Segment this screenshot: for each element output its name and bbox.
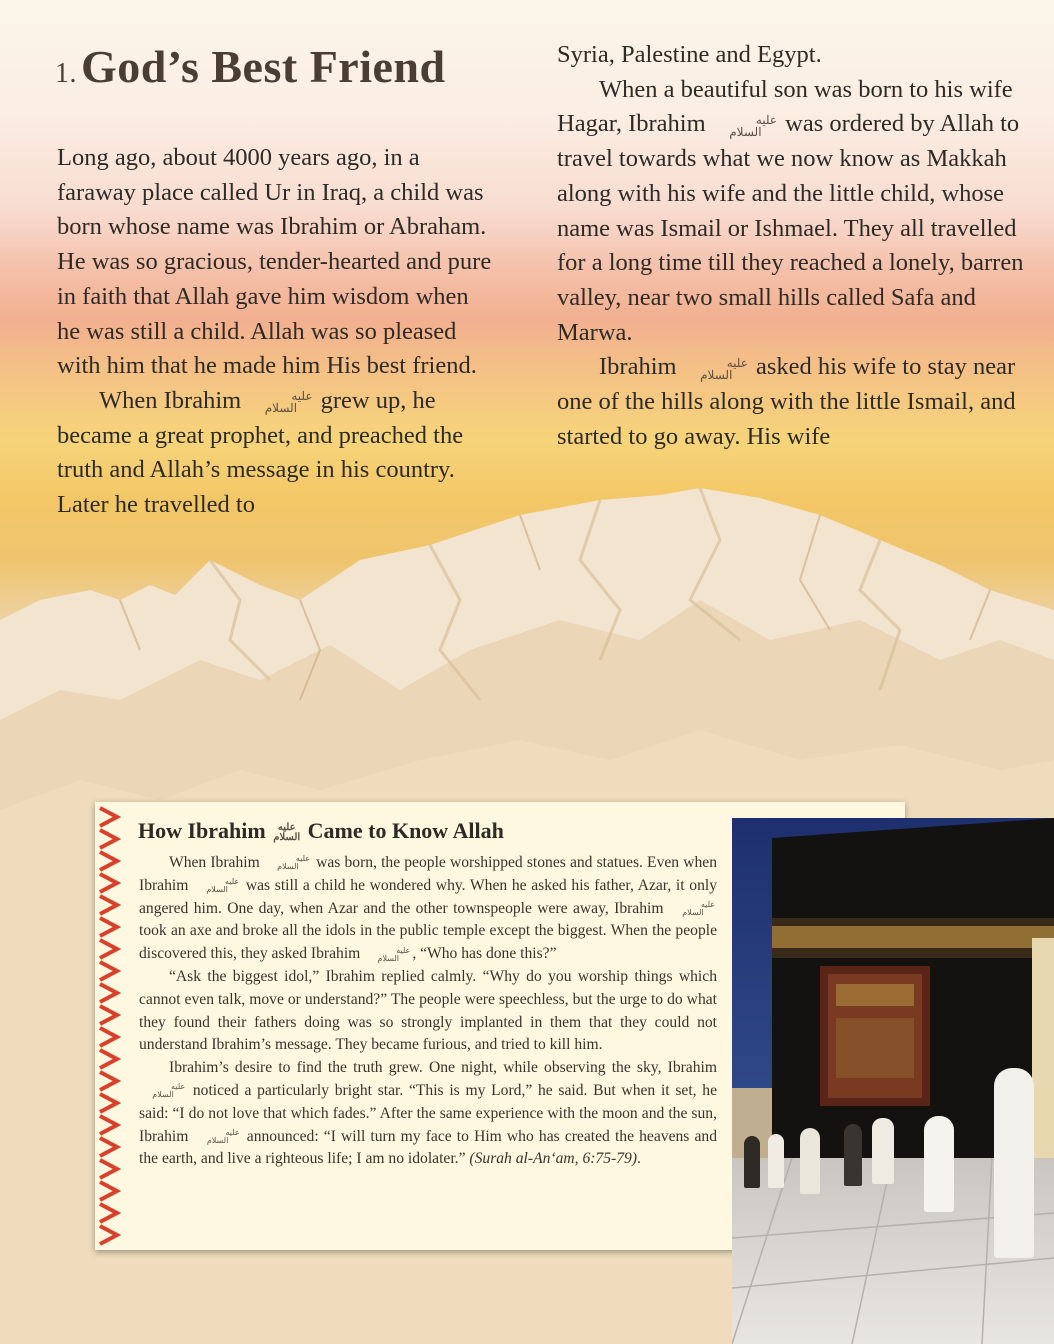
peace-be-upon-him-icon: عليه السلام bbox=[682, 900, 716, 918]
pilgrim-figure bbox=[994, 1068, 1034, 1258]
chevron-icon bbox=[100, 962, 117, 980]
pilgrim-figure bbox=[800, 1128, 820, 1194]
text-span: announced: “I will turn my face to Him who has created the heavens and the earth, and live a righteous life; I am no idolater.” bbox=[139, 1127, 717, 1168]
chevron-icon bbox=[100, 1028, 117, 1046]
chevron-icon bbox=[100, 1182, 117, 1200]
pilgrim-figure bbox=[768, 1134, 784, 1188]
text-span: was ordered by Allah to travel towards what we now know as Makkah along with his wife and the little child, whose name was Ismail or Ishmael. They all travelled for a long time till they reached a lonely, barren valley, near two small hills called Safa and Marwa. bbox=[557, 110, 1024, 346]
chevron-border-decoration bbox=[95, 802, 125, 1250]
peace-be-upon-him-icon: عليه السلام bbox=[377, 945, 411, 963]
chevron-icon bbox=[100, 1138, 117, 1156]
chapter-number: 1. bbox=[55, 58, 77, 89]
chevron-icon bbox=[100, 1116, 117, 1134]
peace-be-upon-him-icon: عليه السلام bbox=[729, 112, 777, 139]
text-span: took an axe and broke all the idols in the public temple except the biggest. When the people discovered this, they asked Ibrahim bbox=[139, 922, 717, 963]
sidebar-body bbox=[139, 852, 717, 1171]
text-span: Ibrahim’s desire to find the truth grew. One night, while observing the sky, Ibrahim bbox=[169, 1059, 717, 1077]
chevron-icon bbox=[100, 1204, 117, 1222]
chevron-icon bbox=[100, 1072, 117, 1090]
text-span: grew up, he became a great prophet, and preached the truth and Allah’s message in his country. Later he travelled to bbox=[57, 386, 464, 519]
peace-be-upon-him-icon: عليه السلام bbox=[700, 355, 748, 382]
chevron-icon bbox=[100, 1006, 117, 1024]
chevron-icon bbox=[100, 808, 117, 826]
text-span: was still a child he wondered why. When he asked his father, Azar, it only angered him. One day, when Azar and the other townspeople were away, Ibrahim bbox=[139, 876, 717, 917]
right-text-column bbox=[557, 38, 1047, 454]
chevron-icon bbox=[100, 918, 117, 936]
sidebar-title bbox=[138, 818, 504, 844]
sidebar-paragraph-1 bbox=[139, 852, 717, 966]
pilgrim-figure bbox=[744, 1136, 760, 1188]
chevron-icon bbox=[100, 1160, 117, 1178]
sidebar-paragraph-3 bbox=[139, 1057, 717, 1171]
text-span: , “Who has done this?” bbox=[412, 945, 557, 963]
sidebar-paragraph-2: “Ask the biggest idol,” Ibrahim replied calmly. “Why do you worship things which cannot even talk, move or understand?” The people were speechless, but the urge to do what they found their fathers doing was so strongly implanted in them that they could not understand Ibrahim’s message. They became furious, and tried to kill him. bbox=[139, 967, 717, 1054]
chevron-icon bbox=[100, 896, 117, 914]
chevron-icon bbox=[100, 874, 117, 892]
text-span: When a beautiful son was born to his wife Hagar, Ibrahim bbox=[557, 75, 1013, 138]
text-span: asked his wife to stay near one of the hills along with the little Ismail, and started to go away. His wife bbox=[557, 353, 1016, 450]
peace-be-upon-him-icon: عليه السلام bbox=[264, 389, 313, 416]
peace-be-upon-him-icon: عليه السلام bbox=[206, 877, 240, 895]
chevron-icon bbox=[100, 830, 117, 848]
paragraph-1: Long ago, about 4000 years ago, in a faraway place called Ur in Iraq, a child was born whose name was Ibrahim or Abraham. He was so gracious, tender-hearted and pure in faith that Allah gave him wisdom when he was still a child. Allah was so pleased with him that he made him His best friend. bbox=[57, 144, 492, 380]
pilgrim-figure bbox=[844, 1124, 862, 1186]
chapter-title-text: God’s Best Friend bbox=[81, 41, 446, 92]
chevron-icon bbox=[100, 1226, 117, 1244]
peace-be-upon-him-icon: عليه السلام bbox=[277, 854, 310, 872]
chevron-icon bbox=[100, 1050, 117, 1068]
text-span: How Ibrahim bbox=[138, 818, 266, 843]
chevron-icon bbox=[100, 940, 117, 958]
pilgrim-figure bbox=[924, 1116, 954, 1212]
kaaba-photo bbox=[732, 818, 1054, 1344]
chevron-icon bbox=[100, 852, 117, 870]
text-span: Came to Know Allah bbox=[307, 818, 504, 843]
text-span: Ibrahim bbox=[599, 353, 677, 381]
paragraph-3 bbox=[557, 73, 1047, 351]
paragraph-4 bbox=[557, 350, 1047, 454]
text-span: . bbox=[637, 1150, 641, 1168]
chevron-icon bbox=[100, 1094, 117, 1112]
text-span: noticed a particularly bright star. “This is my Lord,” he said. But when it set, he said: “I do not love that which fades.” After the same experience with the moon and the sun, Ibrahim bbox=[139, 1081, 717, 1145]
peace-be-upon-him-icon: عليه السلام bbox=[206, 1127, 240, 1145]
left-text-column bbox=[57, 141, 497, 523]
citation: (Surah al-An‘am, 6:75-79) bbox=[469, 1150, 638, 1168]
paragraph-continued: Syria, Palestine and Egypt. bbox=[557, 41, 822, 68]
chapter-title bbox=[55, 40, 446, 93]
text-span: When Ibrahim bbox=[99, 386, 242, 414]
peace-be-upon-him-icon: عليه السلام bbox=[273, 821, 301, 843]
chevron-icon bbox=[100, 984, 117, 1002]
text-span: When Ibrahim bbox=[169, 854, 260, 871]
text-span: was born, the people worshipped stones and statues. Even when Ibrahim bbox=[139, 854, 717, 894]
peace-be-upon-him-icon: عليه السلام bbox=[152, 1082, 186, 1100]
paragraph-2 bbox=[57, 384, 497, 523]
pilgrim-figure bbox=[872, 1118, 894, 1184]
